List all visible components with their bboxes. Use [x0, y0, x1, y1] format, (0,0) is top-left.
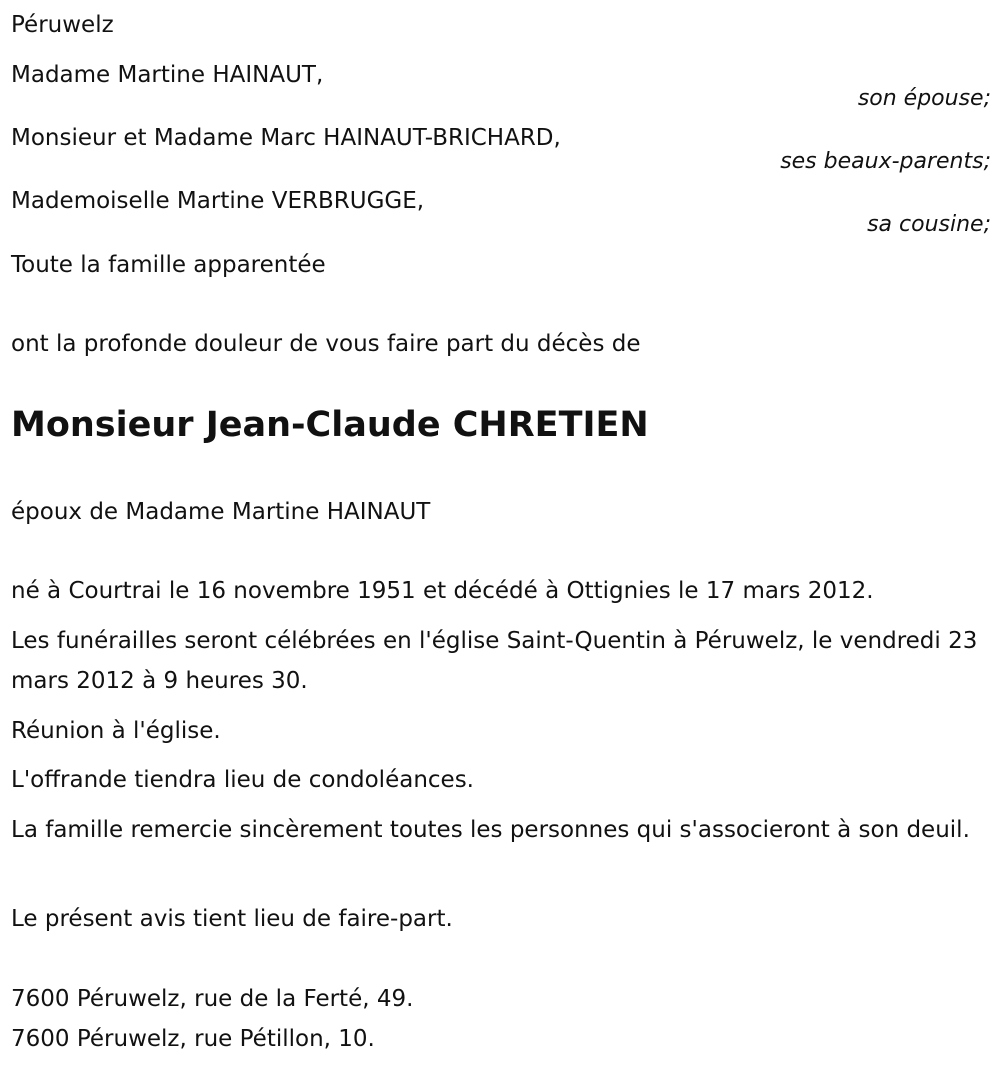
address-line: 7600 Péruwelz, rue de la Ferté, 49. — [11, 986, 414, 1012]
thanks-text: La famille remercie sincèrement toutes les personnes qui s'associeront à son deuil. — [11, 817, 970, 843]
family-member-relation: ses beaux-parents; — [780, 149, 991, 174]
address-line: 7600 Péruwelz, rue Pétillon, 10. — [11, 1026, 375, 1052]
family-member-name: Madame Martine HAINAUT, — [11, 62, 324, 88]
family-member-name: Monsieur et Madame Marc HAINAUT-BRICHARD, — [11, 125, 561, 151]
birth-death-line: né à Courtrai le 16 novembre 1951 et décédé à Ottignies le 17 mars 2012. — [11, 578, 874, 604]
meeting-line: Réunion à l'église. — [11, 718, 221, 744]
offering-line: L'offrande tiendra lieu de condoléances. — [11, 767, 474, 793]
deceased-name: Monsieur Jean-Claude CHRETIEN — [11, 405, 649, 445]
header-city: Péruwelz — [11, 12, 114, 38]
intro-text: ont la profonde douleur de vous faire part du décès de — [11, 331, 641, 357]
family-member-relation: son épouse; — [857, 86, 991, 111]
spouse-line: époux de Madame Martine HAINAUT — [11, 499, 431, 525]
notice-line: Le présent avis tient lieu de faire-part. — [11, 906, 453, 932]
funeral-details: Les funérailles seront célébrées en l'église Saint-Quentin à Péruwelz, le vendredi 23 mars 2012 à 9 heures 30. — [11, 628, 978, 694]
family-closing: Toute la famille apparentée — [11, 252, 326, 278]
family-member-name: Mademoiselle Martine VERBRUGGE, — [11, 188, 425, 214]
family-member-relation: sa cousine; — [867, 212, 991, 237]
